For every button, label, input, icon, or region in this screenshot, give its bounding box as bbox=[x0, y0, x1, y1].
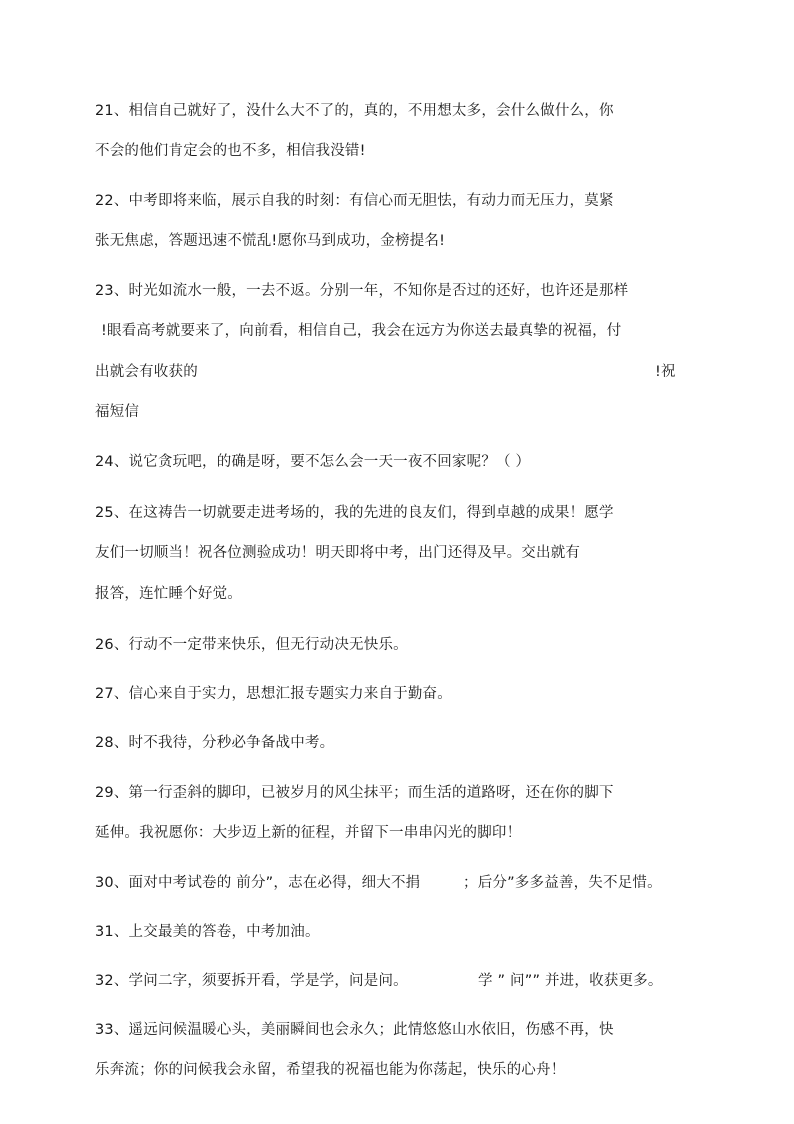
text-line: ；后分”多多益善，失不足惜。 bbox=[463, 875, 662, 891]
text-line: 乐奔流；你的问候我会永留，希望我的祝福也能为你荡起，快乐的心舟！ bbox=[95, 1062, 566, 1078]
text-line: 友们一切顺当！祝各位测验成功！明天即将中考，出门还得及早。交出就有 bbox=[95, 545, 581, 561]
text-line: 不会的他们肯定会的也不多，相信我没错! bbox=[95, 143, 366, 159]
text-line: 延伸。我祝愿你：大步迈上新的征程，并留下一串串闪光的脚印！ bbox=[95, 825, 522, 841]
text-line: 22、中考即将来临，展示自我的时刻：有信心而无胆怯，有动力而无压力，莫紧 bbox=[95, 193, 614, 209]
text-line: 报答，连忙睡个好觉。 bbox=[95, 586, 242, 602]
text-line: 25、在这祷告一切就要走进考场的，我的先进的良友们，得到卓越的成果！愿学 bbox=[95, 505, 614, 521]
text-line: 张无焦虑，答题迅速不慌乱!愿你马到成功，金榜提名! bbox=[95, 233, 446, 249]
text-line: 33、遥远问候温暖心头，美丽瞬间也会永久；此情悠悠山水依旧，伤感不再，快 bbox=[95, 1022, 614, 1038]
text-line: 29、第一行歪斜的脚印，已被岁月的风尘抹平；而生活的道路呀，还在你的脚下 bbox=[95, 785, 614, 801]
text-line: 学 ” 问”” 并进，收获更多。 bbox=[478, 973, 663, 989]
text-line: !祝 bbox=[655, 364, 676, 380]
text-line: 32、学问二字，须要拆开看，学是学，问是问。 bbox=[95, 973, 408, 989]
text-line: 福短信 bbox=[95, 404, 140, 420]
text-line: 31、上交最美的答卷，中考加油。 bbox=[95, 924, 320, 940]
text-line: 27、信心来自于实力，思想汇报专题实力来自于勤奋。 bbox=[95, 686, 452, 702]
text-line: 28、时不我待，分秒必争备战中考。 bbox=[95, 735, 335, 751]
text-line: !眼看高考就要来了，向前看，相信自己，我会在远方为你送去最真挚的祝福，付 bbox=[101, 323, 622, 339]
text-line: 24、说它贪玩吧，的确是呀，要不怎么会一天一夜不回家呢？（ ） bbox=[95, 454, 531, 470]
text-line: 出就会有收获的 bbox=[95, 364, 198, 380]
text-line: 23、时光如流水一般，一去不返。分别一年，不知你是否过的还好，也许还是那样 bbox=[95, 283, 629, 299]
text-line: 26、行动不一定带来快乐，但无行动决无快乐。 bbox=[95, 637, 408, 653]
text-line: 30、面对中考试卷的 前分”，志在必得，细大不捐 bbox=[95, 875, 421, 891]
text-line: 21、相信自己就好了，没什么大不了的，真的，不用想太多，会什么做什么，你 bbox=[95, 103, 614, 119]
